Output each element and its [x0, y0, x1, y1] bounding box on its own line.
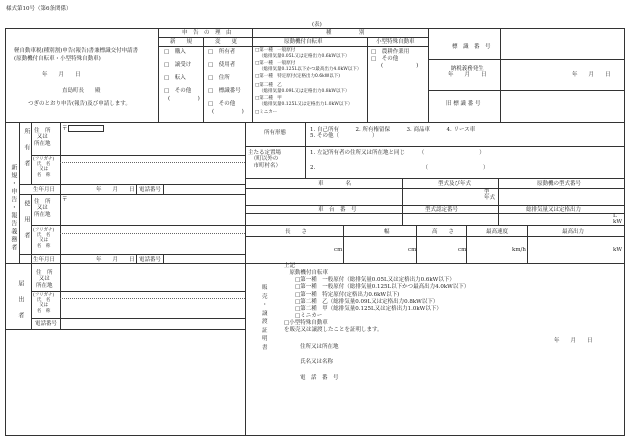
height-unit: cm	[458, 247, 467, 253]
certificate-side-label: 販 売 ・ 譲 渡 証 明 書	[262, 285, 268, 351]
length-unit: cm	[334, 247, 343, 253]
max-speed-unit: km/h	[512, 247, 526, 253]
user-birth-label: 生年月日	[33, 257, 56, 263]
certificate-text: 上記 原動機付自転車 □第一種 一般原付（総排気量0.05L又は定格出力0.6kW以下） □第一種 一般原付（総排気量0.125L以下かつ最高出力4.0kW以下） □第一種 特定原付(定格出力0.6kW以下) □第二種 乙（総排気量0.09L又は定格出力0.8kW以下） □第二種 甲（総排気量0.125L又は定格出力1.0kW以下） □ミニカー □小型特殊自動車 を販売又は譲渡したことを証明します。	[284, 263, 470, 334]
form-date: 年 月 日	[42, 72, 81, 78]
reporter-tel-label: 電話番号	[35, 321, 58, 327]
reason-change-plate[interactable]: □ 標識番号	[208, 88, 241, 94]
reason-change-owner[interactable]: □ 所有者	[208, 49, 236, 55]
width-unit: cm	[408, 247, 417, 253]
user-birth-value[interactable]: 年 月 日	[96, 257, 135, 263]
ownership-label: 所有形態	[264, 130, 287, 136]
small-agri[interactable]: □ 農耕作業用	[371, 49, 410, 55]
frame-number-label: 車 台 番 号	[318, 207, 357, 213]
reason-new-move-in[interactable]: □ 転入	[164, 75, 186, 81]
small-other-paren: ( )	[381, 63, 419, 69]
vehicle-model-label: 型式及び年式	[438, 181, 472, 187]
owner-address-label: 住 所 又は 所在地	[34, 128, 51, 147]
owner-tel-label: 電話番号	[139, 187, 162, 193]
user-address-label: 住 所 又は 所在地	[34, 199, 51, 218]
applicant-side-label: 新規・申告・報告義務者	[9, 164, 17, 252]
displacement-label: 総排気量又は定格出力	[526, 207, 582, 213]
max-speed-label: 最高速度	[486, 229, 509, 235]
moped-type2-b[interactable]: □第二種 乙	[255, 83, 282, 88]
moped-type1-general[interactable]: □第一種 一般原付	[255, 48, 296, 53]
reason-new-header: 新 規	[170, 39, 193, 45]
form-title-line2: (原動機付自転車・小型特殊自動車)	[14, 56, 101, 62]
engine-model-label: 原動機の型式番号	[537, 181, 582, 187]
moped-minicar[interactable]: □ミニカー	[255, 110, 278, 115]
reason-new-other[interactable]: □ その他	[164, 88, 192, 94]
moped-type2-b-spec: （総排気量0.09L又は定格出力0.8kW以下）	[259, 89, 350, 94]
reporter-address-label: 住 所 又は 所在地	[36, 270, 53, 289]
moped-header: 原動機付自転車	[284, 39, 323, 45]
certificate-name[interactable]: 氏名又は名称	[300, 359, 334, 365]
vehicle-name-label: 車 名	[318, 181, 352, 187]
reporter-name-label: (フリガナ) 氏 名 又は 名 称	[33, 293, 55, 314]
form-number: 様式第10号（第6条関係）	[6, 6, 72, 12]
addressee: 直島町長 殿	[62, 88, 101, 94]
approval-number-label: 型式認定番号	[425, 207, 459, 213]
old-plate-label: 旧 標 識 番 号	[446, 101, 481, 107]
certificate-date[interactable]: 年 月 日	[554, 338, 593, 344]
type-header: 種 別	[326, 30, 365, 36]
vehicle-model-year[interactable]: 型 年式	[484, 189, 496, 202]
storage-label: 主たる定置場 （町以外の 市町村名）	[248, 150, 282, 169]
user-name-label: (フリガナ) 氏 名 又は 名 称	[33, 228, 55, 249]
owner-zip[interactable]: 〒	[62, 126, 68, 132]
moped-type2-a-spec: （総排気量0.125L又は定格出力1.0kW以下）	[259, 102, 353, 107]
max-output-unit: kW	[613, 247, 622, 253]
storage-option1[interactable]: 1. 左記所有者の住所又は所在地と同じ （ ）	[310, 150, 485, 156]
ownership-options[interactable]: 1. 自己所有 2. 所有権留保 3. 商品車 4. リース車 5. その他（ ）	[310, 127, 476, 140]
reporter-section-label: 届 出 者	[16, 280, 24, 320]
small-special-header: 小型特殊自動車	[376, 39, 415, 45]
certificate-tel[interactable]: 電 話 番 号	[300, 375, 339, 381]
certificate-address[interactable]: 住所又は所在地	[300, 344, 339, 350]
reason-new-purchase[interactable]: □ 購入	[164, 49, 186, 55]
reason-change-user[interactable]: □ 使用者	[208, 62, 236, 68]
tax-due-label: 納税義務発生 年 月 日	[448, 66, 487, 79]
reason-header: 申 告 の 理 由	[182, 30, 232, 36]
reason-change-address[interactable]: □ 住所	[208, 75, 230, 81]
front-label: (表)	[312, 22, 322, 28]
width-label: 幅	[384, 229, 390, 235]
owner-name-label: (フリガナ) 氏 名 又は 名 称	[33, 157, 55, 178]
reason-new-other-paren: ( )	[168, 96, 200, 102]
small-other[interactable]: □ その他	[371, 56, 399, 62]
displacement-unit: L kW	[613, 213, 622, 226]
height-label: 高 さ	[432, 229, 455, 235]
moped-type1-special[interactable]: □第一種 特定原付(定格出力0.6kW以下)	[255, 74, 340, 79]
owner-birth-label: 生年月日	[33, 187, 56, 193]
reason-change-other[interactable]: □ その他	[208, 101, 236, 107]
reason-change-other-paren: ( )	[212, 109, 244, 115]
user-tel-label: 電話番号	[139, 257, 162, 263]
moped-type2-a[interactable]: □第二種 甲	[255, 96, 282, 101]
length-label: 長 さ	[285, 229, 308, 235]
form-note: つぎのとおり申告(報告)及び申請します。	[28, 101, 131, 107]
reason-new-transfer[interactable]: □ 譲受け	[164, 62, 192, 68]
plate-number-label: 標 識 番 号	[452, 44, 491, 50]
max-output-label: 最高出力	[562, 229, 585, 235]
user-section-label: 使 用 者	[22, 200, 30, 240]
owner-zip-boxes[interactable]	[68, 125, 104, 132]
moped-type1-general-spec: （総排気量0.05L又は定格出力0.6kW以下）	[259, 54, 350, 59]
owner-section-label: 所 有 者	[22, 128, 30, 168]
storage-option2[interactable]: 2. （ ）	[310, 165, 489, 171]
tax-due-date: 年 月 日	[572, 72, 611, 78]
moped-type1-general2-spec: （総排気量0.125L以下かつ最高出力4.0kW以下）	[259, 67, 362, 72]
moped-type1-general2[interactable]: □第一種 一般原付	[255, 61, 296, 66]
form-title-line1: 軽自動車税(種別割)申告(報告)書兼標識交付申請書	[14, 48, 139, 54]
reason-change-header: 変 更	[215, 39, 238, 45]
owner-birth-value[interactable]: 年 月 日	[96, 187, 135, 193]
user-zip[interactable]: 〒	[62, 197, 68, 203]
